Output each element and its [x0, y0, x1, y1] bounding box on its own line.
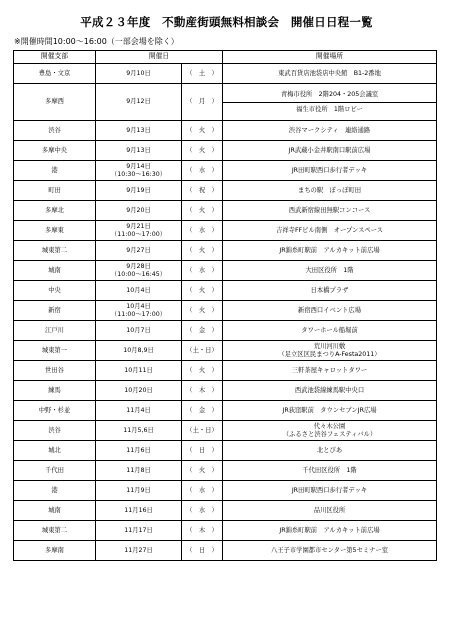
date-cell [96, 501, 182, 521]
date-cell [96, 401, 182, 421]
venue-cell [223, 401, 437, 421]
date-text: 10月20日 [124, 386, 153, 394]
date-cell [96, 241, 182, 261]
date-text: 9月27日 [126, 246, 151, 254]
venue-text: 青梅市役所 2階204・205会議室 [280, 91, 379, 99]
weekday-cell: （ 火 ） [182, 121, 223, 141]
header-venue: 開催場所 [223, 51, 437, 64]
date-text: 11月4日 [126, 406, 151, 414]
date-text: 10月4日 [126, 286, 151, 294]
table-row [14, 221, 437, 241]
branch-cell: 城東第二 [14, 241, 96, 261]
date-cell [96, 481, 182, 501]
date-cell [96, 361, 182, 381]
venue-cell [223, 64, 437, 84]
weekday-cell: （ 水 ） [182, 161, 223, 181]
venue-text: JR荻窪駅前 タウンセブンJR広場 [282, 406, 377, 414]
weekday-cell: （ 木 ） [182, 521, 223, 541]
table-row [14, 361, 437, 381]
branch-cell: 中央 [14, 281, 96, 301]
weekday-cell: （ 金 ） [182, 401, 223, 421]
date-text: 10月8,9日 [123, 346, 154, 354]
branch-cell: 新宿 [14, 301, 96, 321]
schedule-table [13, 50, 437, 561]
venue-text: 大田区役所 1階 [305, 266, 354, 274]
branch-cell: 町田 [14, 181, 96, 201]
date-text: 11月27日 [124, 546, 153, 554]
weekday-cell: （ 火 ） [182, 201, 223, 221]
date-text: 10月7日 [126, 326, 151, 334]
weekday-cell: （ 火 ） [182, 281, 223, 301]
branch-cell: 江戸川 [14, 321, 96, 341]
weekday-cell: （土・日） [182, 421, 223, 441]
venue-text: 千代田区役所 1階 [302, 466, 357, 474]
branch-cell: 城南 [14, 261, 96, 281]
branch-cell: 城北 [14, 441, 96, 461]
header-branch: 開催支部 [14, 51, 96, 64]
venue-cell [223, 181, 437, 201]
venue-text: 荒川河川敷 [313, 343, 346, 351]
table-row [14, 521, 437, 541]
venue-text: JR田町駅西口歩行者デッキ [291, 166, 368, 174]
venue-text: （ふるさと渋谷フェスティバル） [282, 430, 377, 438]
venue-text: 吉祥寺FFビル南側 オープンスペース [276, 226, 383, 234]
venue-cell [223, 241, 437, 261]
venue-cell [223, 281, 437, 301]
date-cell [96, 441, 182, 461]
date-text: 10月11日 [124, 366, 153, 374]
branch-cell: 城東第一 [14, 341, 96, 361]
venue-text: （足立区区民まつりA-Festa2011） [278, 350, 381, 358]
venue-cell [223, 481, 437, 501]
table-row [14, 441, 437, 461]
weekday-cell: （ 木 ） [182, 381, 223, 401]
venue-cell [223, 261, 437, 281]
table-row [14, 401, 437, 421]
venue-cell [223, 321, 437, 341]
venue-text: 八王子市学園都市センター第5セミナー室 [270, 546, 389, 554]
venue-cell [223, 141, 437, 161]
table-row [14, 261, 437, 281]
date-cell [96, 121, 182, 141]
branch-cell: 豊島・文京 [14, 64, 96, 84]
date-text: 11月8日 [126, 466, 151, 474]
venue-text: JR錦糸町駅前 アルカキット前広場 [279, 526, 380, 534]
venue-cell [223, 461, 437, 481]
table-row [14, 501, 437, 521]
table-row [14, 481, 437, 501]
table-row [14, 461, 437, 481]
venue-text: 北とぴあ [316, 446, 343, 454]
date-cell [96, 84, 182, 121]
weekday-cell: （ 水 ） [182, 221, 223, 241]
venue-text: 西武新宿線田無駅コンコース [288, 206, 371, 214]
branch-cell: 城東第二 [14, 521, 96, 541]
hours-note: ※開催時間10:00～16:00（一部会場を除く） [14, 37, 179, 46]
date-cell [96, 321, 182, 341]
table-row [14, 281, 437, 301]
date-time-range: （10:30～16:30） [110, 170, 167, 178]
table-row [14, 381, 437, 401]
branch-cell: 多摩西 [14, 84, 96, 121]
venue-text: 日本橋プラザ [310, 286, 349, 294]
branch-cell: 多摩南 [14, 541, 96, 561]
venue-cell [223, 501, 437, 521]
weekday-cell: （ 土 ） [182, 64, 223, 84]
weekday-cell: （ 火 ） [182, 241, 223, 261]
branch-cell: 港 [14, 161, 96, 181]
date-cell [96, 201, 182, 221]
weekday-cell: （ 水 ） [182, 501, 223, 521]
venue-cell [223, 381, 437, 401]
venue-text: 東武百貨店池袋店中央館 B1-2番地 [278, 69, 381, 77]
venue-text: 品川区役所 [313, 506, 346, 514]
date-cell [96, 261, 182, 281]
weekday-cell: （土・日） [182, 341, 223, 361]
schedule-rows [14, 64, 437, 561]
venue-cell [223, 361, 437, 381]
date-text: 9月21日 [126, 223, 151, 231]
date-cell [96, 461, 182, 481]
venue-text: タワーホール船堀前 [301, 326, 358, 334]
weekday-cell: （ 月 ） [182, 84, 223, 121]
date-cell [96, 521, 182, 541]
table-row [14, 541, 437, 561]
table-row [14, 301, 437, 321]
venue-text: 福生市役所 1階ロビー [223, 102, 436, 116]
date-text: 9月13日 [126, 146, 151, 154]
table-row [14, 84, 437, 121]
venue-text: JR田町駅西口歩行者デッキ [291, 486, 368, 494]
date-cell [96, 341, 182, 361]
venue-text: 三軒茶屋キャロットタワー [291, 366, 368, 374]
date-cell [96, 64, 182, 84]
branch-cell: 練馬 [14, 381, 96, 401]
table-row [14, 64, 437, 84]
branch-cell: 世田谷 [14, 361, 96, 381]
weekday-cell: （ 火 ） [182, 461, 223, 481]
date-text: 11月6日 [126, 446, 151, 454]
date-text: 11月9日 [126, 486, 151, 494]
date-cell [96, 281, 182, 301]
table-row [14, 241, 437, 261]
date-time-range: （10:00～16:45） [110, 270, 167, 278]
branch-cell: 中野・杉並 [14, 401, 96, 421]
weekday-cell: （ 火 ） [182, 361, 223, 381]
branch-cell: 渋谷 [14, 121, 96, 141]
branch-cell: 城南 [14, 501, 96, 521]
date-text: 10月4日 [126, 303, 151, 311]
page-title: 平成２３年度 不動産街頭無料相談会 開催日日程一覧 [80, 15, 373, 29]
date-text: 11月16日 [124, 506, 153, 514]
branch-cell: 千代田 [14, 461, 96, 481]
date-text: 9月10日 [126, 69, 151, 77]
date-cell [96, 141, 182, 161]
branch-cell: 多摩中央 [14, 141, 96, 161]
venue-text: JR錦糸町駅前 アルカキット前広場 [279, 246, 380, 254]
header-row [14, 51, 437, 64]
branch-cell: 多摩北 [14, 201, 96, 221]
date-text: 9月20日 [126, 206, 151, 214]
weekday-cell: （ 火 ） [182, 301, 223, 321]
table-row [14, 421, 437, 441]
branch-cell: 渋谷 [14, 421, 96, 441]
venue-cell [223, 421, 437, 441]
weekday-cell: （ 金 ） [182, 321, 223, 341]
table-row [14, 341, 437, 361]
venue-text: 西武池袋線練馬駅中央口 [294, 386, 365, 394]
weekday-cell: （ 祝 ） [182, 181, 223, 201]
date-cell [96, 221, 182, 241]
weekday-cell: （ 日 ） [182, 541, 223, 561]
venue-cell [223, 521, 437, 541]
date-text: 9月28日 [126, 263, 151, 271]
date-text: 9月12日 [126, 98, 151, 106]
venue-cell [223, 121, 437, 141]
venue-cell [223, 541, 437, 561]
weekday-cell: （ 水 ） [182, 481, 223, 501]
header-date: 開催日 [96, 51, 223, 64]
venue-text: まちの駅 ぽっぽ町田 [298, 186, 361, 194]
weekday-cell: （ 日 ） [182, 441, 223, 461]
venue-text: 代々木公園 [313, 423, 346, 431]
date-text: 9月14日 [126, 163, 151, 171]
date-cell [96, 421, 182, 441]
date-text: 9月19日 [126, 186, 151, 194]
date-text: 11月17日 [124, 526, 153, 534]
date-cell [96, 301, 182, 321]
table-row [14, 321, 437, 341]
weekday-cell: （ 火 ） [182, 141, 223, 161]
venue-cell [223, 221, 437, 241]
venue-cell [223, 84, 437, 121]
date-cell [96, 181, 182, 201]
venue-cell [223, 441, 437, 461]
table-row [14, 141, 437, 161]
weekday-cell: （ 水 ） [182, 261, 223, 281]
date-time-range: （11:00～17:00） [110, 230, 167, 238]
table-row [14, 161, 437, 181]
venue-cell [223, 201, 437, 221]
table-row [14, 121, 437, 141]
date-cell [96, 381, 182, 401]
branch-cell: 多摩東 [14, 221, 96, 241]
date-time-range: （11:00～17:00） [110, 310, 167, 318]
date-text: 11月5,6日 [123, 426, 154, 434]
table-row [14, 201, 437, 221]
date-cell [96, 541, 182, 561]
venue-cell [223, 341, 437, 361]
venue-text: 渋谷マークシティ 連絡通路 [288, 126, 371, 134]
venue-cell [223, 301, 437, 321]
venue-cell [223, 161, 437, 181]
venue-text: 新宿西口イベント広場 [298, 306, 361, 314]
date-cell [96, 161, 182, 181]
venue-text: JR武蔵小金井駅南口駅前広場 [288, 146, 371, 154]
branch-cell: 港 [14, 481, 96, 501]
table-row [14, 181, 437, 201]
date-text: 9月13日 [126, 126, 151, 134]
